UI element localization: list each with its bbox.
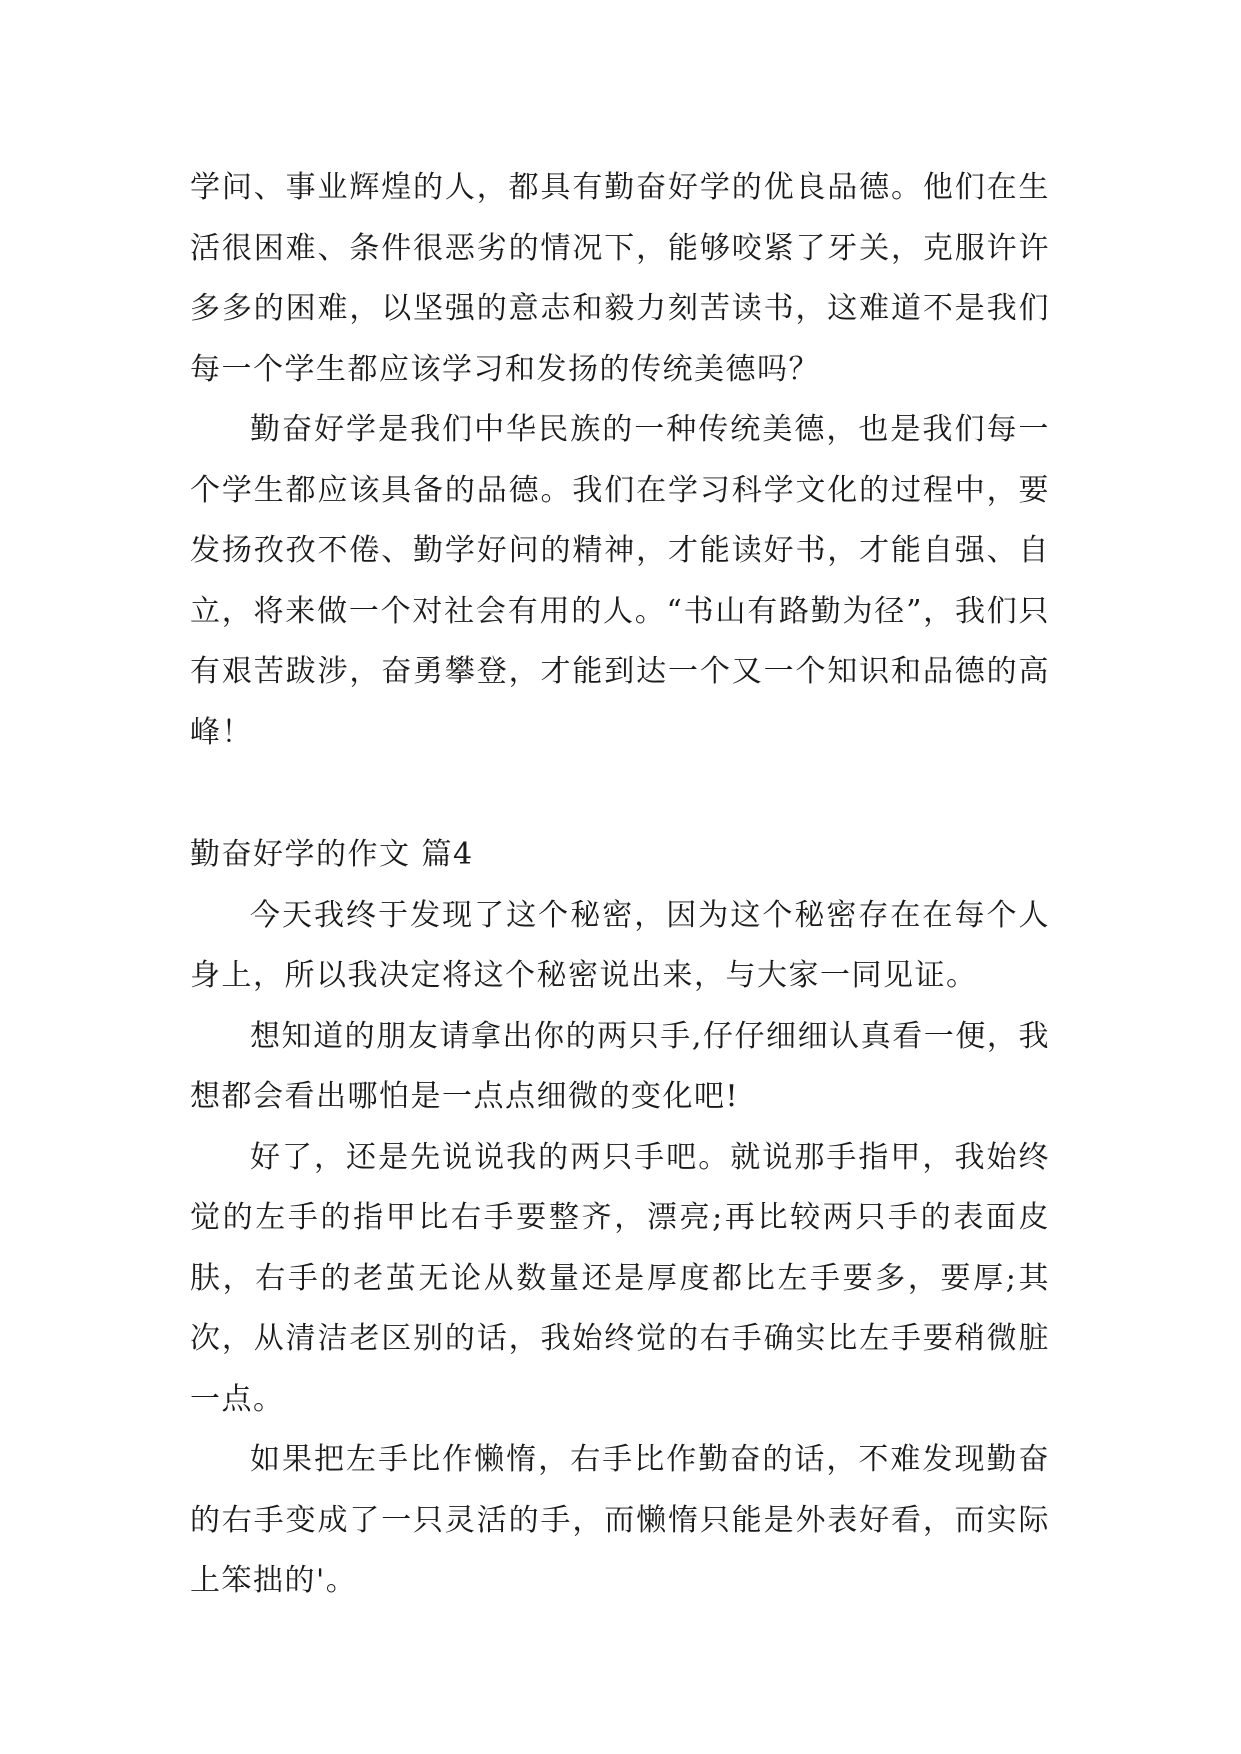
paragraph: 想知道的朋友请拿出你的两只手,仔仔细细认真看一便，我想都会看出哪怕是一点点细微的变化吧! bbox=[190, 1018, 1050, 1114]
paragraph: 勤奋好学是我们中华民族的一种传统美德，也是我们每一个学生都应该具备的品德。我们在学习科学文化的过程中，要发扬孜孜不倦、勤学好问的精神，才能读好书，才能自强、自立，将来做一个对社会有用的人。“书山有路勤为径”，我们只有艰苦跋涉，奋勇攀登，才能到达一个又一个知识和品德的高峰！ bbox=[190, 412, 1050, 750]
paragraph: 好了，还是先说说我的两只手吧。就说那手指甲，我始终觉的左手的指甲比右手要整齐，漂亮;再比较两只手的表面皮肤，右手的老茧无论从数量还是厚度都比左手要多，要厚;其次，从清洁老区别的话，我始终觉的右手确实比左手要稍微脏一点。 bbox=[190, 1139, 1050, 1417]
section-title: 勤奋好学的作文 篇4 bbox=[190, 837, 474, 872]
paragraph: 今天我终于发现了这个秘密，因为这个秘密存在在每个人身上，所以我决定将这个秘密说出来，与大家一同见证。 bbox=[190, 897, 1050, 993]
document-body bbox=[190, 158, 1050, 1612]
paragraph: 如果把左手比作懒惰，右手比作勤奋的话，不难发现勤奋的右手变成了一只灵活的手，而懒惰只能是外表好看，而实际上笨拙的'。 bbox=[190, 1442, 1050, 1598]
paragraph-continuation: 学问、事业辉煌的人，都具有勤奋好学的优良品德。他们在生活很困难、条件很恶劣的情况下，能够咬紧了牙关，克服许许多多的困难，以坚强的意志和毅力刻苦读书，这难道不是我们每一个学生都应该学习和发扬的传统美德吗？ bbox=[190, 170, 1050, 387]
